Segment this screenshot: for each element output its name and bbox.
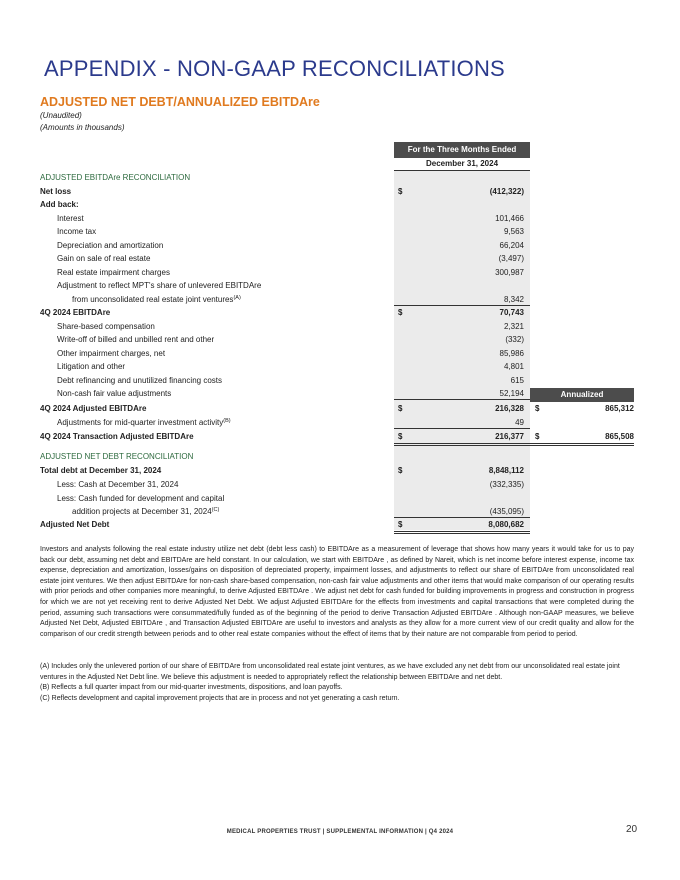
table-row: Adjustment to reflect MPT's share of unlevered EBITDAre (57, 281, 262, 290)
page-number: 20 (626, 824, 638, 835)
ebitda-reconciliation-heading (40, 171, 634, 185)
table-row: 4Q 2024 Adjusted EBITDAre $ 216,328 $ 865,312 (40, 404, 634, 413)
table-row: Less: Cash at December 31, 2024 (332,335) (57, 480, 524, 489)
table-row: Other impairment charges, net 85,986 (57, 348, 524, 358)
table-row: Depreciation and amortization 66,204 (57, 240, 524, 250)
table-row: Share-based compensation 2,321 (57, 321, 524, 331)
table-row: 4Q 2024 EBITDAre $ 70,743 (40, 308, 524, 317)
footnotes (40, 662, 634, 704)
section-title: ADJUSTED NET DEBT/ANNUALIZED EBITDAre (40, 95, 320, 109)
narrative-paragraph: Investors and analysts following the real estate industry utilize net debt (debt less cash) to EBITDAre as a measurement of leverage that shows how many years it would take for us to pay back our debt, assuming net debt and EBITDAre are held constant. In our calculation, we start with EBITDAre , as defined by Nareit, which is net income before interest expense, income tax expense, depreciation and amortization, losses/gains on disposition of depreciated property, impairment losses, and adjustments to reflect our share of EBITDAre from unconsolidated real estate joint ventures. We then adjust EBITDAre for non-cash share-based compensation, non-cash fair value adjustments and other items that would make comparison of our operating results with prior periods and other companies more meaningful, to derive Adjusted EBITDAre . We adjust net debt for cash funded for building improvements in progress and construction in progress for which we are not yet receiving rent to derive Adjusted Net Debt. We adjust Adjusted EBITDAre for the effects from investments and capital transactions that were completed during the period, assuming such transactions were consummated/fully funded as of the beginning of the period to derive Transaction Adjusted EBITDAre . Although non-GAAP measures, we believe Adjusted Net Debt, Adjusted EBITDAre , and Transaction Adjusted EBITDAre are useful to investors and analysts as they allow for a more current view of our credit quality and allow for the comparison of our credit strength between periods and to other real estate companies without the effect of items that by their nature are not comparable from period to period. (40, 546, 634, 638)
table-row: Real estate impairment charges 300,987 (57, 267, 524, 277)
footnote-b: (B) Reflects a full quarter impact from our mid-quarter investments, dispositions, and loan payoffs. (40, 684, 343, 692)
table-row: Interest 101,466 (57, 213, 524, 223)
page-title: APPENDIX - NON-GAAP RECONCILIATIONS (44, 56, 505, 81)
table-row: Debt refinancing and unutilized financing costs 615 (57, 375, 524, 385)
table-row: Total debt at December 31, 2024 $ 8,848,112 (40, 466, 524, 475)
unaudited-note: (Unaudited) (40, 111, 82, 120)
table-row: from unconsolidated real estate joint ventures$^{(A)}$ 8,342 (40, 293, 634, 307)
table-row: Adjustments for mid-quarter investment activity$^{(B)}$ 49 (40, 416, 634, 430)
table-row: Gain on sale of real estate (3,497) (57, 254, 524, 263)
debt-heading-label: ADJUSTED NET DEBT RECONCILIATION (40, 452, 194, 461)
units-note: (Amounts in thousands) (40, 123, 125, 132)
table-row: Less: Cash funded for development and capital (57, 494, 225, 503)
footnote-c: (C) Reflects development and capital improvement projects that are in process and not yet generating a cash return. (40, 694, 400, 702)
ebitda-heading-label: ADJUSTED EBITDAre RECONCILIATION (40, 173, 191, 182)
table-row: 4Q 2024 Transaction Adjusted EBITDAre $ 216,377 $ 865,508 (40, 430, 634, 444)
period-header: For the Three Months Ended (394, 142, 530, 158)
table-row: Non-cash fair value adjustments 52,194 (40, 387, 634, 401)
page-footer: MEDICAL PROPERTIES TRUST | SUPPLEMENTAL INFORMATION | Q4 2024 (226, 829, 454, 835)
net-debt-reconciliation-heading (40, 450, 634, 464)
table-row: Write-off of billed and unbilled rent and other (332) (57, 335, 524, 344)
table-row: Income tax 9,563 (57, 227, 524, 236)
period-date: December 31, 2024 (394, 158, 530, 171)
footnote-a: (A) Includes only the unlevered portion of our share of EBITDAre from unconsolidated real estate joint ventures, as we have excluded any net debt from our unconsolidated real estate joint ventures in the Adjusted Net Debt line. We believe this adjustment is needed to appropriately reflect the relationship between EBITDAre and net debt. (40, 663, 620, 681)
table-row: Adjusted Net Debt $ 8,080,682 (40, 518, 634, 532)
table-row: Litigation and other 4,801 (57, 362, 524, 371)
table-row: Add back: (40, 200, 79, 209)
annualized-header: Annualized (530, 388, 634, 402)
table-row: addition projects at December 31, $2024^{(C)}$ (435,095) (40, 505, 634, 519)
table-row: Net loss $ (412,322) (40, 186, 524, 196)
